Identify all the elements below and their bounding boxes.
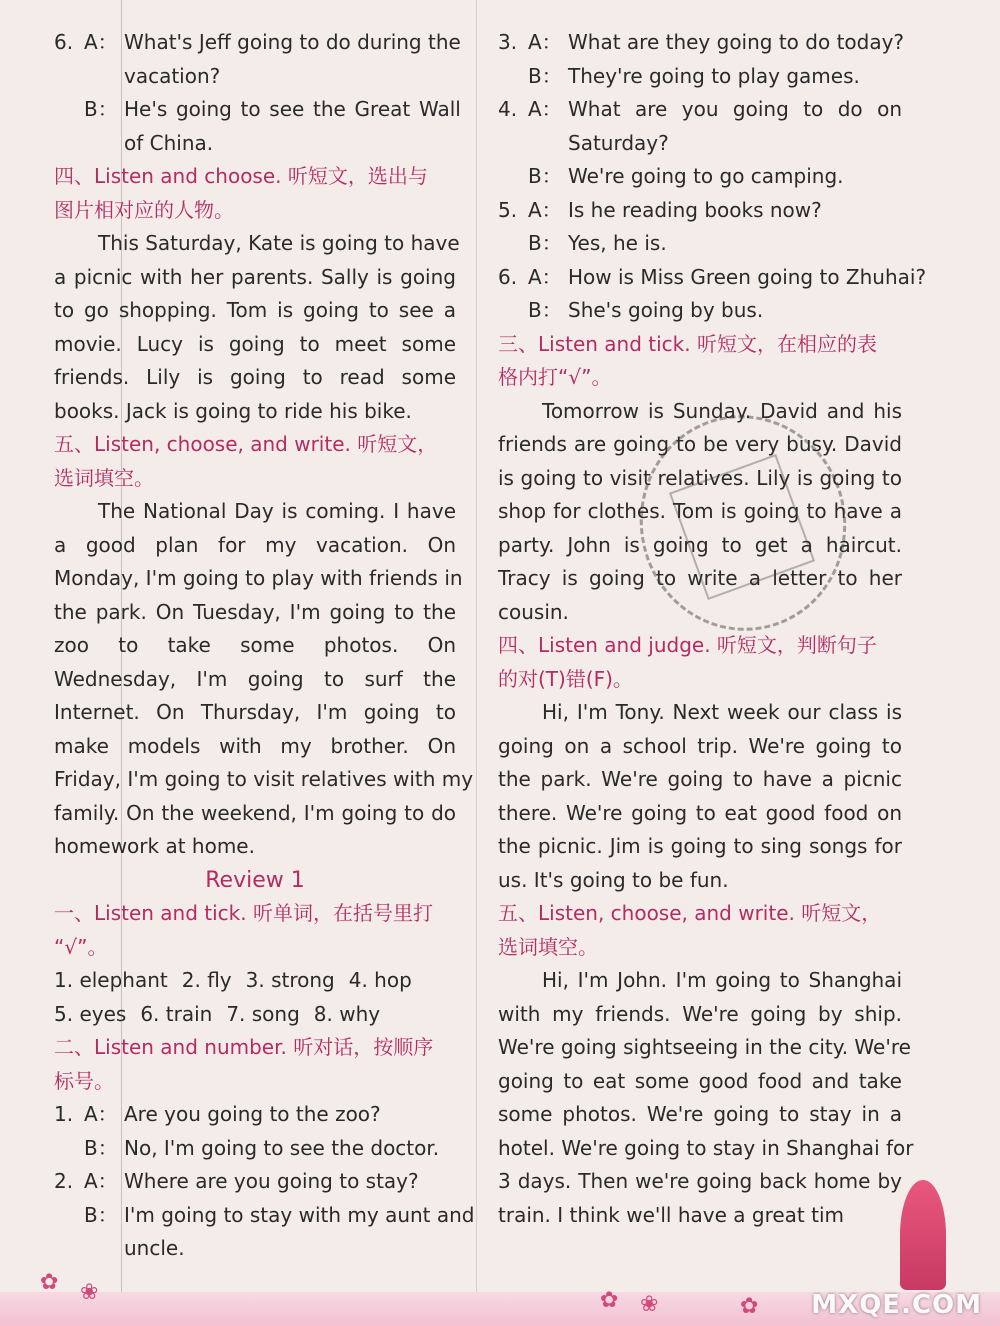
item-number: 1.: [54, 1102, 74, 1126]
speaker-a: A：: [528, 97, 562, 121]
section-heading: 四、Listen and judge. 听短文，判断句子: [498, 633, 877, 657]
dialogue-line: We're going to go camping.: [568, 164, 844, 188]
speaker-b: B：: [84, 97, 118, 121]
passage-line: us. It's going to be fun.: [498, 867, 729, 892]
passage-line: family. On the weekend, I'm going to do: [54, 800, 456, 825]
passage-line: zoo to take some photos. On: [54, 633, 456, 657]
passage-line: the picnic. Jim is going to sing songs for: [498, 834, 902, 858]
section-heading: 图片相对应的人物。: [54, 197, 234, 222]
word-item: 6. train: [140, 1001, 213, 1026]
passage-line: to go shopping. Tom is going to see a: [54, 298, 456, 322]
dialogue-line: Is he reading books now?: [568, 197, 822, 222]
section-heading: 选词填空。: [498, 934, 598, 959]
review-title: Review 1: [205, 867, 305, 893]
item-number: 6.: [54, 30, 74, 54]
dialogue-line: What's Jeff going to do during the: [124, 30, 461, 54]
dialogue-6-left: [54, 26, 461, 160]
passage-line: hotel. We're going to stay in Shanghai for: [498, 1135, 914, 1160]
flower-icon: ✿: [40, 1270, 59, 1295]
passage-line: a good plan for my vacation. On: [54, 532, 456, 557]
section-heading: 的对(T)错(F)。: [498, 666, 633, 691]
site-watermark: MXQE.COM: [811, 1290, 982, 1320]
passage-choose: [54, 227, 460, 428]
dialogue-line: How is Miss Green going to Zhuhai?: [568, 264, 927, 289]
passage-line: Hi, I'm Tony. Next week our class is: [542, 700, 902, 724]
dialogue-line: Saturday?: [568, 130, 669, 155]
word-item: 2. fly: [181, 968, 232, 992]
passage-line: going to eat some good food and take: [498, 1068, 902, 1093]
dialogue-line: vacation?: [124, 63, 221, 88]
dialogue-line: She's going by bus.: [568, 298, 764, 322]
speaker-b: B：: [528, 231, 562, 255]
dialogue-6-right: [498, 261, 927, 328]
passage-line: Tomorrow is Sunday. David and his: [542, 398, 902, 423]
flower-icon: ❀: [80, 1280, 99, 1305]
speaker-a: A：: [84, 30, 118, 54]
speaker-b: B：: [528, 298, 562, 322]
passage-line: We're going sightseeing in the city. We're: [498, 1035, 911, 1059]
dialogue-line: No, I'm going to see the doctor.: [124, 1135, 440, 1160]
passage-line: shop for clothes. Tom is going to have a: [498, 499, 902, 523]
word-item: 3. strong: [245, 968, 335, 992]
flower-icon: ✿: [600, 1288, 619, 1313]
column-divider: [476, 0, 477, 1326]
tower-decoration: [900, 1180, 946, 1290]
passage-line: movie. Lucy is going to meet some: [54, 331, 456, 356]
speaker-a: A：: [84, 1102, 118, 1126]
section-heading: 选词填空。: [54, 465, 154, 490]
review-dialogue-2: [54, 1165, 475, 1266]
section-heading: 格内打“√”。: [498, 365, 612, 389]
passage-line: Tracy is going to write a letter to her: [498, 566, 902, 590]
dialogue-line: Where are you going to stay?: [124, 1169, 419, 1193]
passage-line: books. Jack is going to ride his bike.: [54, 398, 412, 423]
dialogue-line: What are they going to do today?: [568, 30, 905, 54]
speaker-b: B：: [528, 164, 562, 188]
item-number: 6.: [498, 264, 518, 289]
word-item: 8. why: [313, 1001, 381, 1026]
item-number: 3.: [498, 30, 518, 54]
right-column: [498, 26, 927, 1232]
dialogue-line: What are you going to do on: [568, 97, 902, 121]
dialogue-line: He's going to see the Great Wall: [124, 97, 461, 121]
dialogue-line: uncle.: [124, 1236, 185, 1260]
passage-write-right: [498, 964, 914, 1232]
passage-line: homework at home.: [54, 834, 255, 858]
section-heading: 一、Listen and tick. 听单词，在括号里打: [54, 901, 433, 925]
passage-line: 3 days. Then we're going back home by: [498, 1169, 902, 1193]
word-item: 1. elephant: [54, 968, 168, 992]
section-heading: “√”。: [54, 934, 108, 959]
review-dialogue-1: [54, 1098, 456, 1165]
flower-icon: ✿: [740, 1294, 759, 1319]
passage-line: Friday, I'm going to visit relatives with my: [54, 767, 474, 791]
speaker-b: B：: [84, 1202, 118, 1227]
passage-line: friends. Lily is going to read some: [54, 365, 456, 389]
word-item: 7. song: [226, 1001, 300, 1026]
passage-judge: [498, 696, 902, 897]
passage-write: [54, 495, 474, 864]
section-heading: 五、Listen, choose, and write. 听短文，: [54, 432, 438, 456]
section-heading: 二、Listen and number. 听对话，按顺序: [54, 1035, 434, 1059]
dialogue-line: of China.: [124, 130, 214, 155]
speaker-a: A：: [84, 1169, 118, 1193]
item-number: 5.: [498, 197, 518, 222]
passage-line: there. We're going to eat good food on: [498, 800, 902, 825]
section-heading: 三、Listen and tick. 听短文，在相应的表: [498, 331, 877, 356]
passage-line: is going to visit relatives. Lily is going to: [498, 465, 902, 490]
passage-line: the park. On Tuesday, I'm going to the: [54, 599, 456, 624]
passage-line: Wednesday, I'm going to surf the: [54, 666, 456, 691]
item-number: 4.: [498, 97, 518, 121]
dialogue-line: Yes, he is.: [568, 231, 667, 255]
dialogue-3: [498, 26, 905, 93]
word-list-row: [54, 998, 456, 1032]
passage-line: friends are going to be very busy. David: [498, 432, 902, 456]
passage-line: party. John is going to get a haircut.: [498, 532, 902, 557]
speaker-a: A：: [528, 30, 562, 54]
section-heading: 标号。: [54, 1068, 114, 1093]
passage-line: a picnic with her parents. Sally is going: [54, 264, 456, 289]
item-number: 2.: [54, 1169, 74, 1193]
left-column: [54, 26, 475, 1266]
speaker-a: A：: [528, 264, 562, 289]
word-item: 4. hop: [348, 968, 412, 992]
passage-line: with my friends. We're going by ship.: [498, 1001, 902, 1026]
word-item: 5. eyes: [54, 1001, 127, 1026]
speaker-b: B：: [84, 1135, 118, 1160]
dialogue-4: [498, 93, 902, 194]
flower-icon: ❀: [640, 1292, 659, 1317]
passage-line: Monday, I'm going to play with friends in: [54, 566, 463, 590]
dialogue-line: They're going to play games.: [568, 63, 860, 88]
dialogue-5: [498, 194, 902, 261]
passage-line: The National Day is coming. I have: [98, 499, 456, 523]
passage-line: the park. We're going to have a picnic: [498, 767, 902, 791]
passage-line: make models with my brother. On: [54, 733, 456, 758]
speaker-a: A：: [528, 197, 562, 222]
passage-line: Internet. On Thursday, I'm going to: [54, 700, 456, 724]
dialogue-line: Are you going to the zoo?: [124, 1102, 381, 1126]
passage-line: cousin.: [498, 599, 569, 624]
section-heading: 五、Listen, choose, and write. 听短文，: [498, 901, 882, 925]
passage-line: Hi, I'm John. I'm going to Shanghai: [542, 968, 902, 992]
passage-line: going on a school trip. We're going to: [498, 733, 902, 758]
passage-line: train. I think we'll have a great tim: [498, 1202, 845, 1227]
speaker-b: B：: [528, 63, 562, 88]
dialogue-line: I'm going to stay with my aunt and: [124, 1202, 475, 1227]
passage-line: some photos. We're going to stay in a: [498, 1102, 902, 1126]
section-heading: 四、Listen and choose. 听短文，选出与: [54, 164, 428, 188]
passage-line: This Saturday, Kate is going to have: [98, 231, 460, 255]
word-list-row: [54, 964, 456, 998]
